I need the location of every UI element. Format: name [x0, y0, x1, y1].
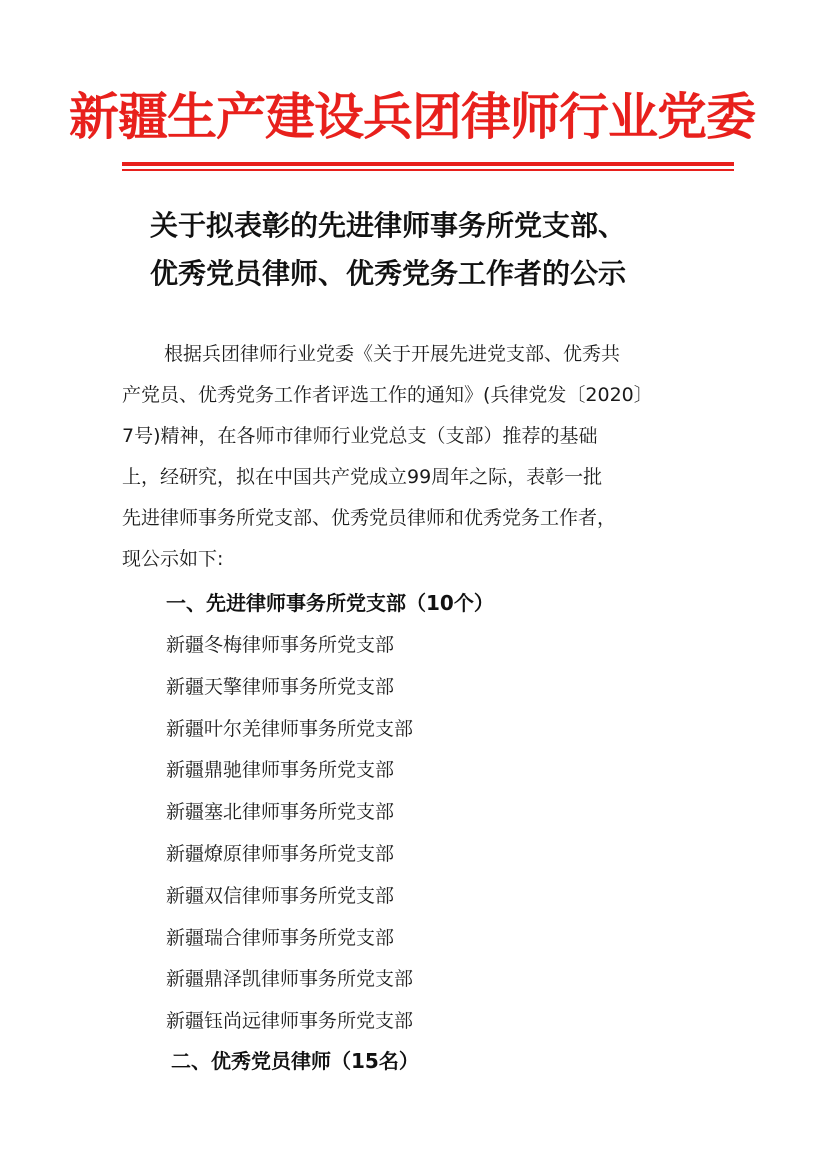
notice-body [122, 334, 702, 580]
notice-title-line-1: 关于拟表彰的先进律师事务所党支部、 [150, 209, 627, 242]
section-heading-excellent-lawyers: 二、优秀党员律师（15名） [171, 1049, 419, 1073]
body-line-2: 产党员、优秀党务工作者评选工作的通知》(兵律党发〔2020〕 [122, 384, 653, 406]
body-line-6: 现公示如下: [122, 548, 224, 570]
list-item: 新疆鼎驰律师事务所党支部 [166, 759, 395, 782]
masthead-rule-thick [122, 162, 734, 166]
list-item: 新疆鼎泽凯律师事务所党支部 [166, 968, 414, 991]
masthead-rule-thin [122, 169, 734, 171]
notice-title [150, 202, 750, 298]
list-item: 新疆塞北律师事务所党支部 [166, 801, 395, 824]
body-line-3: 7号)精神，在各师市律师行业党总支（支部）推荐的基础 [122, 425, 598, 447]
list-item: 新疆瑞合律师事务所党支部 [166, 926, 395, 949]
list-item: 新疆天擎律师事务所党支部 [166, 675, 395, 698]
notice-title-line-2: 优秀党员律师、优秀党务工作者的公示 [150, 257, 627, 290]
body-line-1: 根据兵团律师行业党委《关于开展先进党支部、优秀共 [164, 343, 621, 365]
advanced-branch-list [166, 626, 413, 1044]
list-item: 新疆双信律师事务所党支部 [166, 884, 395, 907]
body-line-4: 上，经研究，拟在中国共产党成立99周年之际，表彰一批 [122, 466, 603, 488]
masthead-title: 新疆生产建设兵团律师行业党委 [69, 87, 755, 146]
list-item: 新疆钰尚远律师事务所党支部 [166, 1010, 414, 1033]
list-item: 新疆叶尔羌律师事务所党支部 [166, 717, 414, 740]
body-line-5: 先进律师事务所党支部、优秀党员律师和优秀党务工作者， [122, 507, 617, 529]
list-item: 新疆冬梅律师事务所党支部 [166, 634, 395, 656]
section-heading-advanced-branches: 一、先进律师事务所党支部（10个） [166, 591, 494, 615]
list-item: 新疆燎原律师事务所党支部 [166, 842, 395, 865]
